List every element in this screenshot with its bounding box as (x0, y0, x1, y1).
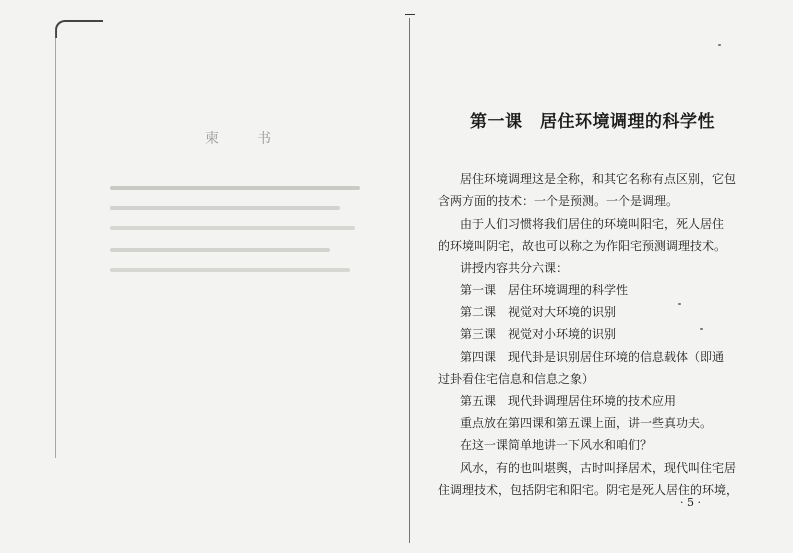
body-line: 含两方面的技术：一个是预测。一个是调理。 (438, 194, 679, 208)
body-line: 由于人们习惯将我们居住的环境叫阳宅，死人居住 (460, 217, 725, 231)
left-page-edge-line (55, 28, 56, 458)
bleedthrough-line (110, 206, 340, 210)
corner-crop-mark (55, 20, 103, 38)
scan-speck (678, 303, 681, 305)
lesson-list-item: 第三课 视觉对小环境的识别 (460, 327, 617, 341)
body-line: 住调理技术，包括阴宅和阳宅。阴宅是死人居住的环境， (438, 483, 739, 497)
body-line: 居住环境调理这是全称，和其它名称有点区别，它包 (460, 172, 737, 186)
bleedthrough-title-ghost: 柬 书 (205, 131, 283, 147)
body-line: 在这一课简单地讲一下风水和咱们？ (460, 438, 653, 452)
body-line: 讲授内容共分六课： (460, 261, 569, 275)
lesson-list-item: 过卦看住宅信息和信息之象） (438, 372, 595, 386)
bleedthrough-line (110, 226, 355, 230)
right-page (410, 0, 793, 553)
body-line: 重点放在第四课和第五课上面，讲一些真功夫。 (460, 416, 713, 430)
lesson-list-item: 第五课 现代卦调理居住环境的技术应用 (460, 394, 677, 408)
lesson-list-item: 第二课 视觉对大环境的识别 (460, 305, 617, 319)
lesson-list-item: 第一课 居住环境调理的科学性 (460, 283, 629, 297)
page-number: · 5 · (680, 496, 701, 509)
bleedthrough-line (110, 186, 360, 190)
body-line: 风水，有的也叫堪舆，古时叫择居术，现代叫住宅居 (460, 461, 737, 475)
lesson-list-item: 第四课 现代卦是识别居住环境的信息载体（即通 (460, 350, 725, 364)
scan-speck (718, 44, 721, 46)
bleedthrough-line (110, 268, 350, 272)
bleedthrough-line (110, 248, 330, 252)
lesson-title: 第一课 居住环境调理的科学性 (470, 112, 715, 132)
scan-speck (700, 328, 703, 330)
body-line: 的环境叫阴宅，故也可以称之为作阳宅预测调理技术。 (438, 239, 727, 253)
